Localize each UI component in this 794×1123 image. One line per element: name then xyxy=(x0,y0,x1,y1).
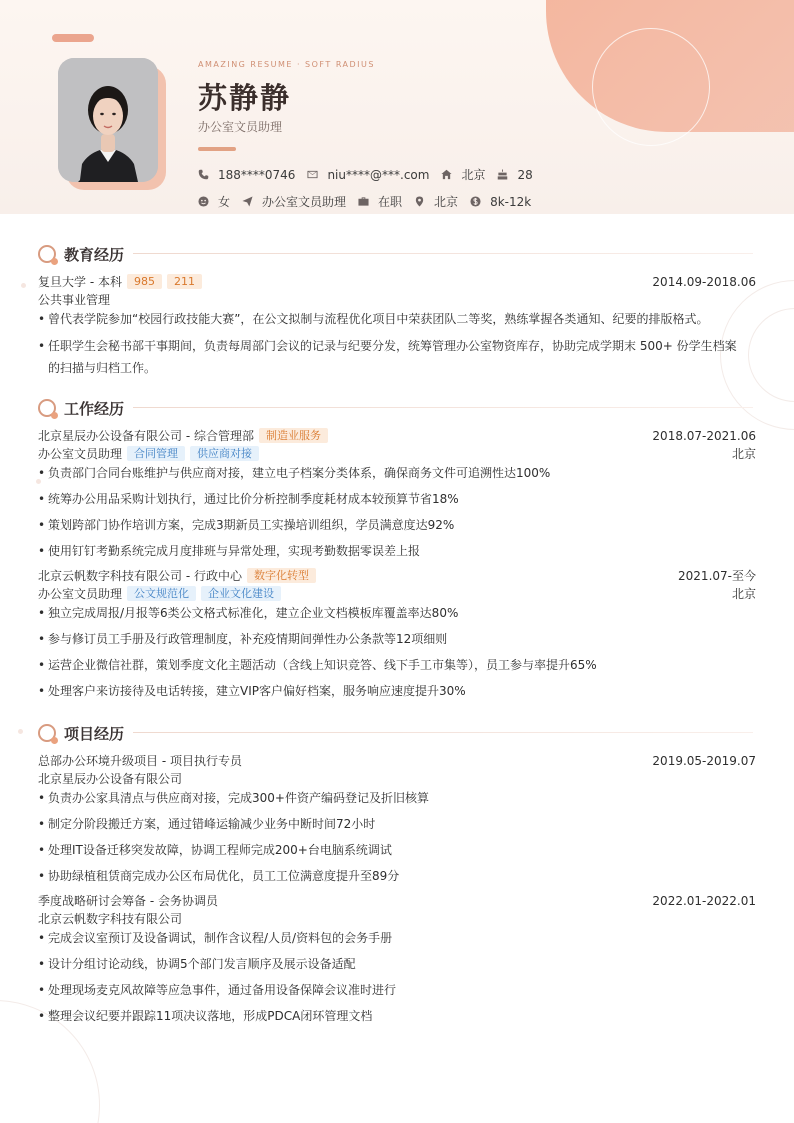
job-bullet: • 参与修订员工手册及行政管理制度，补充疫情期间弹性办公条款等12项细则 xyxy=(38,629,748,650)
project-company: 北京星辰办公设备有限公司 xyxy=(38,772,183,786)
gender-icon xyxy=(198,196,209,207)
job-date: 2018.07-2021.06 xyxy=(652,428,756,443)
job-city: 北京 xyxy=(731,447,756,461)
job-city: 北京 xyxy=(731,587,756,601)
portrait-image xyxy=(58,58,158,182)
school-tag: 985 xyxy=(127,274,162,289)
project-company-row xyxy=(38,770,756,787)
title-underline xyxy=(198,147,236,151)
project-bullet: • 整理会议纪要并跟踪11项决议落地，形成PDCA闭环管理文档 xyxy=(38,1006,748,1027)
phone-text: 188****0746 xyxy=(218,167,296,182)
job-bullet: • 使用钉钉考勤系统完成月度排班与异常处理，实现考勤数据零误差上报 xyxy=(38,541,748,562)
header-decor-ring xyxy=(592,28,710,146)
job-company: 北京云帆数字科技有限公司 - 行政中心 xyxy=(38,569,242,583)
money-icon xyxy=(470,196,481,207)
project-date: 2022.01-2022.01 xyxy=(652,893,756,908)
section-header-projects xyxy=(38,723,124,744)
section-divider xyxy=(133,253,753,254)
project-entry-header xyxy=(38,892,756,909)
section-bullet-icon xyxy=(38,245,58,265)
send-icon xyxy=(242,196,253,207)
project-bullet: • 处理IT设备迁移突发故障，协调工程师完成200+台电脑系统调试 xyxy=(38,840,748,861)
project-bullet: • 处理现场麦克风故障等应急事件，通过备用设备保障会议准时进行 xyxy=(38,980,748,1001)
profile-target-job xyxy=(242,193,346,210)
job-position: 办公室文员助理 xyxy=(38,447,123,461)
location-icon xyxy=(414,196,425,207)
project-bullet: • 设计分组讨论动线，协调5个部门发言顺序及展示设备适配 xyxy=(38,954,748,975)
job-position-row xyxy=(38,585,756,602)
job-entry-header xyxy=(38,567,756,584)
major-row xyxy=(38,291,756,308)
contact-phone xyxy=(198,168,295,182)
target-job-text: 办公室文员助理 xyxy=(262,195,347,209)
job-position-row xyxy=(38,445,756,462)
candidate-name: 苏静静 xyxy=(198,81,292,115)
contact-home xyxy=(441,166,485,183)
section-header-education xyxy=(38,244,124,265)
education-entry-header xyxy=(38,273,756,290)
project-bullet: • 协助绿植租赁商完成办公区布局优化，员工工位满意度提升至89分 xyxy=(38,866,748,887)
home-city-text: 北京 xyxy=(461,168,486,182)
profile-gender xyxy=(198,193,230,210)
section-header-work xyxy=(38,398,124,419)
school-tag: 211 xyxy=(167,274,202,289)
project-company: 北京云帆数字科技有限公司 xyxy=(38,912,183,926)
project-entry-header xyxy=(38,752,756,769)
industry-tag: 制造业服务 xyxy=(259,428,328,443)
decor-dot xyxy=(21,283,26,288)
job-company: 北京星辰办公设备有限公司 - 综合管理部 xyxy=(38,429,254,443)
job-bullet: • 负责部门合同台账维护与供应商对接，建立电子档案分类体系，确保商务文件可追溯性达100% xyxy=(38,463,748,484)
resume-header xyxy=(0,0,794,214)
email-text: niu****@***.com xyxy=(327,167,430,182)
section-divider xyxy=(133,407,753,408)
industry-tag: 数字化转型 xyxy=(247,568,316,583)
candidate-title: 办公室文员助理 xyxy=(198,120,283,134)
education-bullet: • 曾代表学院参加“校园行政技能大赛”，在公文拟制与流程优化项目中荣获团队二等奖，熟练掌握各类通知、纪要的排版格式。 xyxy=(38,309,748,330)
project-name: 季度战略研讨会筹备 - 会务协调员 xyxy=(38,894,218,908)
contact-email xyxy=(307,168,429,182)
project-bullet: • 制定分阶段搬迁方案，通过错峰运输减少业务中断时间72小时 xyxy=(38,814,748,835)
section-title: 工作经历 xyxy=(64,400,125,418)
profile-row xyxy=(198,193,543,210)
project-bullet: • 负责办公家具清点与供应商对接，完成300+件资产编码登记及折旧核算 xyxy=(38,788,748,809)
project-company-row xyxy=(38,910,756,927)
project-date: 2019.05-2019.07 xyxy=(652,753,756,768)
section-title: 项目经历 xyxy=(64,725,125,743)
header-accent-bar xyxy=(52,34,94,42)
location-text: 北京 xyxy=(434,195,459,209)
profile-status xyxy=(358,193,402,210)
job-bullet: • 统筹办公用品采购计划执行，通过比价分析控制季度耗材成本较预算节省18% xyxy=(38,489,748,510)
profile-location xyxy=(414,193,458,210)
major-name: 公共事业管理 xyxy=(38,293,111,307)
skill-tag: 公文规范化 xyxy=(127,586,196,601)
job-date: 2021.07-至今 xyxy=(678,569,756,583)
decor-dot xyxy=(18,729,23,734)
education-date: 2014.09-2018.06 xyxy=(652,274,756,289)
project-name: 总部办公环境升级项目 - 项目执行专员 xyxy=(38,754,242,768)
skill-tag: 合同管理 xyxy=(127,446,185,461)
contact-row xyxy=(198,166,545,183)
mail-icon xyxy=(307,169,318,180)
avatar xyxy=(58,58,158,182)
age-text: 28 xyxy=(517,167,533,182)
briefcase-icon xyxy=(358,196,369,207)
skill-tag: 企业文化建设 xyxy=(201,586,281,601)
home-icon xyxy=(441,169,452,180)
status-text: 在职 xyxy=(378,195,403,209)
job-bullet: • 运营企业微信社群，策划季度文化主题活动（含线上知识竞答、线下手工市集等），员工参与率提升65% xyxy=(38,655,748,676)
header-tagline: AMAZING RESUME · SOFT RADIUS xyxy=(198,60,375,69)
salary-text: 8k-12k xyxy=(490,194,532,209)
cake-icon xyxy=(497,169,508,180)
section-divider xyxy=(133,732,753,733)
section-bullet-icon xyxy=(38,724,58,744)
job-bullet: • 独立完成周报/月报等6类公文格式标准化，建立企业文档模板库覆盖率达80% xyxy=(38,603,748,624)
job-bullet: • 策划跨部门协作培训方案，完成3期新员工实操培训组织，学员满意度达92% xyxy=(38,515,748,536)
education-bullet: • 任职学生会秘书部干事期间，负责每周部门会议的记录与纪要分发，统筹管理办公室物资库存，协助完成学期末 500+ 份学生档案的扫描与归档工作。 xyxy=(38,335,748,379)
job-entry-header xyxy=(38,427,756,444)
job-bullet: • 处理客户来访接待及电话转接，建立VIP客户偏好档案，服务响应速度提升30% xyxy=(38,681,748,702)
profile-salary xyxy=(470,195,531,209)
job-position: 办公室文员助理 xyxy=(38,587,123,601)
section-bullet-icon xyxy=(38,399,58,419)
skill-tag: 供应商对接 xyxy=(190,446,259,461)
project-bullet: • 完成会议室预订及设备调试，制作含议程/人员/资料包的会务手册 xyxy=(38,928,748,949)
section-title: 教育经历 xyxy=(64,246,125,264)
gender-text: 女 xyxy=(218,195,231,209)
contact-age xyxy=(497,168,532,182)
school-name: 复旦大学 - 本科 xyxy=(38,275,122,289)
phone-icon xyxy=(198,169,209,180)
